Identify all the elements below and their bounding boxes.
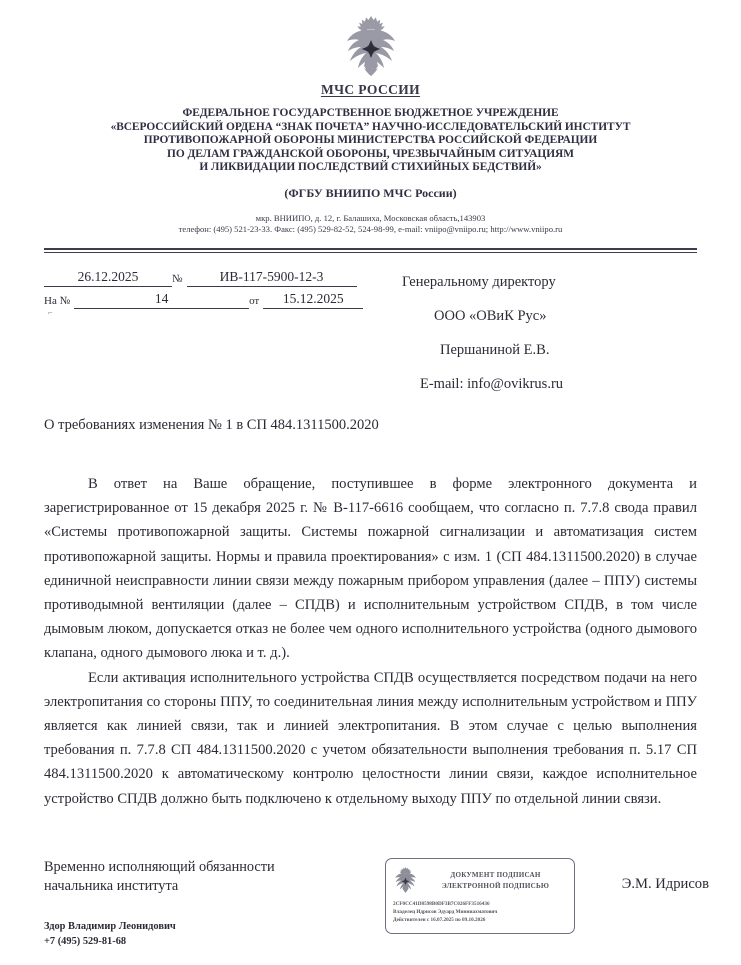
signature-area xyxy=(44,858,719,963)
addressee-position: Генеральному директору xyxy=(402,273,556,290)
executor-phone: +7 (495) 529-81-68 xyxy=(44,936,127,947)
subject-line: О требованиях изменения № 1 в СП 484.1311500.2020 xyxy=(44,416,379,433)
stamp-title-line-2: ЭЛЕКТРОННОЙ ПОДПИСЬЮ xyxy=(441,881,550,890)
stamp-validity: Действителен с 16.07.2025 по 09.10.2026 xyxy=(393,917,486,924)
incoming-date[interactable]: 15.12.2025 xyxy=(263,291,363,309)
org-line-5: И ЛИКВИДАЦИИ ПОСЛЕДСТВИЙ СТИХИЙНЫХ БЕДСТВИЙ» xyxy=(199,161,542,174)
body-paragraph-1: В ответ на Ваше обращение, поступившее в форме электронного документа и зарегистрированное от 15 декабря 2025 г. № В-117-6616 сообщаем, что согласно п. 7.7.8 свода правил «Системы противопожарной защиты. Системы пожарной сигнализации и автоматизация систем противопожарной защиты. Нормы и правила проектирования» с изм. 1 (СП 484.1311500.2020) в случае единичной неисправности линии связи между пожарным прибором управления (далее – ППУ) системы противодымной вентиляции (далее – СПДВ) и исполнительным устройством СПДВ, в том числе дымовым люком, допускается отказ не более чем одного исполнительного устройства (одного дымового клапана, одного дымового люка и т. д.). xyxy=(44,475,697,662)
org-line-4: ПО ДЕЛАМ ГРАЖДАНСКОЙ ОБОРОНЫ, ЧРЕЗВЫЧАЙНЫМ СИТУАЦИЯМ xyxy=(167,147,574,160)
letterhead xyxy=(0,0,741,236)
org-line-2: «ВСЕРОССИЙСКИЙ ОРДЕНА “ЗНАК ПОЧЕТА” НАУЧНО-ИССЛЕДОВАТЕЛЬСКИЙ ИНСТИТУТ xyxy=(110,120,631,133)
mchs-eagle-emblem-icon xyxy=(393,866,418,895)
stamp-details xyxy=(393,900,567,925)
reference-addressee-row xyxy=(0,265,741,401)
signer-position xyxy=(44,858,344,896)
postal-address: мкр. ВНИИПО, д. 12, г. Балашиха, Московская область,143903 xyxy=(255,212,486,223)
reference-incoming-row xyxy=(44,287,374,309)
incoming-label: На № xyxy=(44,294,71,307)
mchs-eagle-emblem-icon xyxy=(342,14,400,80)
signer-position-line-2: начальника института xyxy=(44,878,179,894)
org-line-3: ПРОТИВОПОЖАРНОЙ ОБОРОНЫ МИНИСТЕРСТВА РОССИЙСКОЙ ФЕДЕРАЦИИ xyxy=(143,134,598,147)
stamp-owner: Владелец Идрисов Эдуард Минниахматович xyxy=(393,909,498,916)
contact-block xyxy=(0,213,741,236)
phone-email-line: телефон: (495) 521-23-33. Факс: (495) 529-82-52, 524-98-99, e-mail: vniipo@vniipo.ru; http://www.vniipo.ru xyxy=(178,224,563,235)
document-body xyxy=(44,472,697,811)
org-line-1: ФЕДЕРАЛЬНОЕ ГОСУДАРСТВЕННОЕ БЮДЖЕТНОЕ УЧРЕЖДЕНИЕ xyxy=(182,107,559,119)
addressee-company: ООО «ОВиК Рус» xyxy=(434,307,547,324)
body-paragraph-2: Если активация исполнительного устройства СПДВ осуществляется посредством подачи на него электропитания со стороны ППУ, то соединительная линия между исполнительным устройством и ППУ является как линией связи, так и линией электропитания. В этом случае с целью выполнения требования п. 7.7.8 СП 484.1311500.2020 с учетом обязательности выполнения требования п. 5.17 СП 484.1311500.2020 к автоматическому контролю целостности линии связи, каждое исполнительное устройство СПДВ должно быть подключено к отдельному выходу ППУ по отдельной линии связи. xyxy=(44,669,697,807)
signer-position-line-1: Временно исполняющий обязанности xyxy=(44,859,275,875)
outgoing-number[interactable]: ИВ-117-5900-12-3 xyxy=(187,269,357,287)
organization-name xyxy=(0,107,741,175)
header-divider xyxy=(44,248,697,253)
stamp-certificate: 2CF0CC41D8598B0DF3B7C026FF3516436 xyxy=(393,901,490,907)
stamp-title xyxy=(424,870,567,892)
reference-block xyxy=(44,265,374,401)
executor-contact xyxy=(44,919,176,949)
addressee-person: Першаниной Е.В. xyxy=(440,341,550,358)
organization-short-name: (ФГБУ ВНИИПО МЧС России) xyxy=(284,185,457,200)
stamp-header xyxy=(393,864,567,897)
incoming-number[interactable]: 14 xyxy=(74,291,249,309)
addressee-email: E-mail: info@ovikrus.ru xyxy=(420,375,564,392)
signer-name: Э.М. Идрисов xyxy=(621,876,709,892)
ministry-name: МЧС РОССИИ xyxy=(320,82,421,97)
stamp-title-line-1: ДОКУМЕНТ ПОДПИСАН xyxy=(450,870,541,879)
number-label: № xyxy=(172,272,183,285)
electronic-signature-stamp xyxy=(385,858,575,934)
outgoing-date[interactable]: 26.12.2025 xyxy=(44,269,172,287)
reference-outgoing-row xyxy=(44,265,374,287)
incoming-date-label: от xyxy=(249,294,260,307)
addressee-block xyxy=(374,265,721,401)
reference-tick-mark: ⌐ xyxy=(48,307,53,317)
executor-name: Здор Владимир Леонидович xyxy=(44,921,176,932)
